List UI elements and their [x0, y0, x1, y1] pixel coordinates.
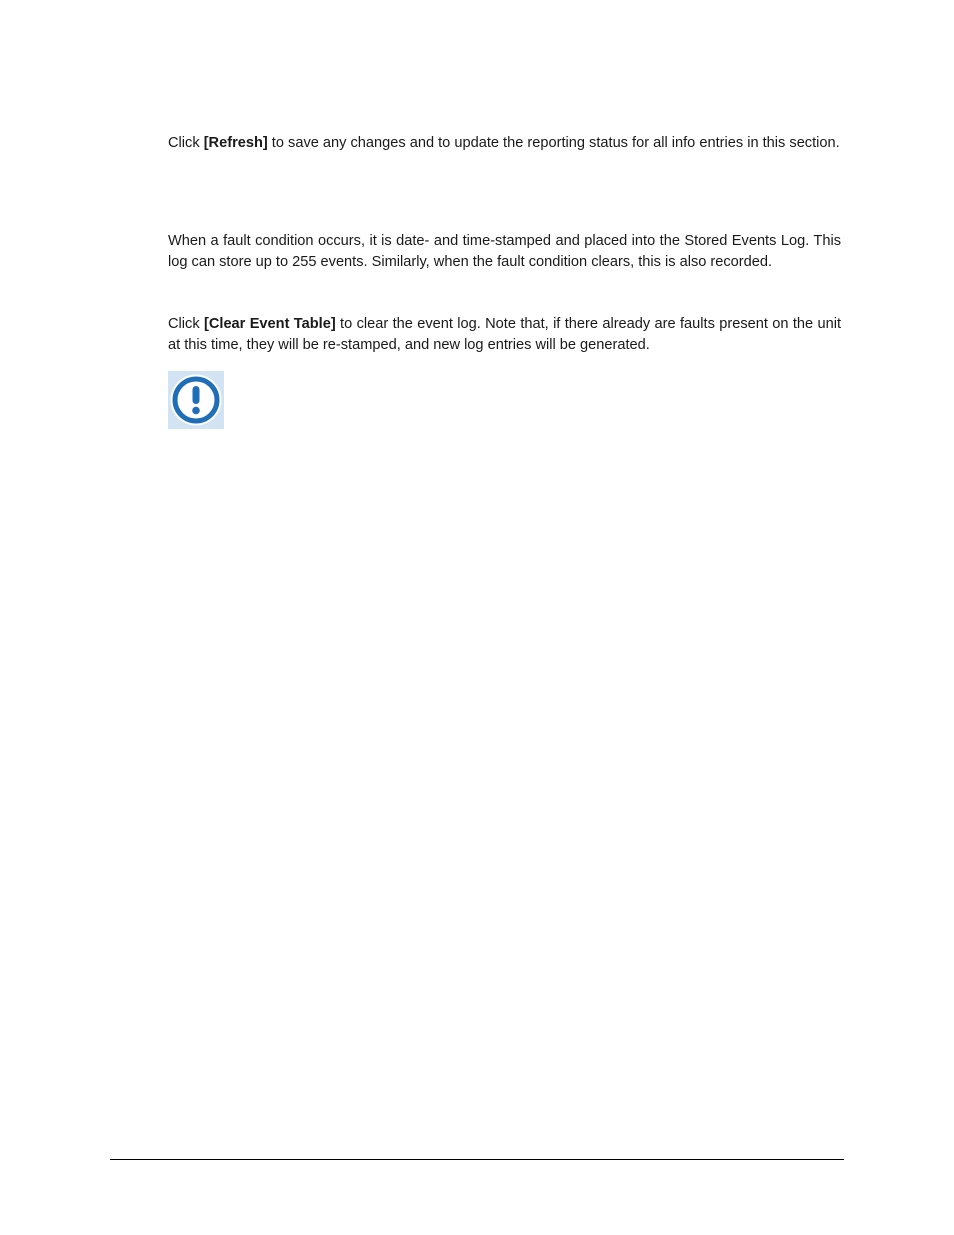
exclamation-circle-icon — [168, 371, 224, 429]
refresh-button-reference: [Refresh] — [203, 135, 268, 151]
clear-events-instruction — [168, 314, 841, 356]
clear-events-suffix: to clear the event log. Note that, if there already are faults present on the unit at this time, they will be re-stamped, and new log entries will be generated. — [168, 316, 842, 353]
clear-events-prefix: Click — [168, 316, 204, 332]
clear-event-table-reference: [Clear Event Table] — [203, 316, 336, 332]
refresh-suffix: to save any changes and to update the reporting status for all info entries in this section. — [267, 135, 840, 151]
refresh-instruction — [168, 133, 841, 154]
stored-events-description — [168, 231, 841, 273]
footer-divider — [110, 1159, 844, 1160]
stored-events-text: When a fault condition occurs, it is date- and time-stamped and placed into the Stored Events Log. This log can store up to 255 events. Similarly, when the fault condition clears, this is also recorded. — [168, 233, 841, 270]
refresh-prefix: Click — [168, 135, 204, 151]
